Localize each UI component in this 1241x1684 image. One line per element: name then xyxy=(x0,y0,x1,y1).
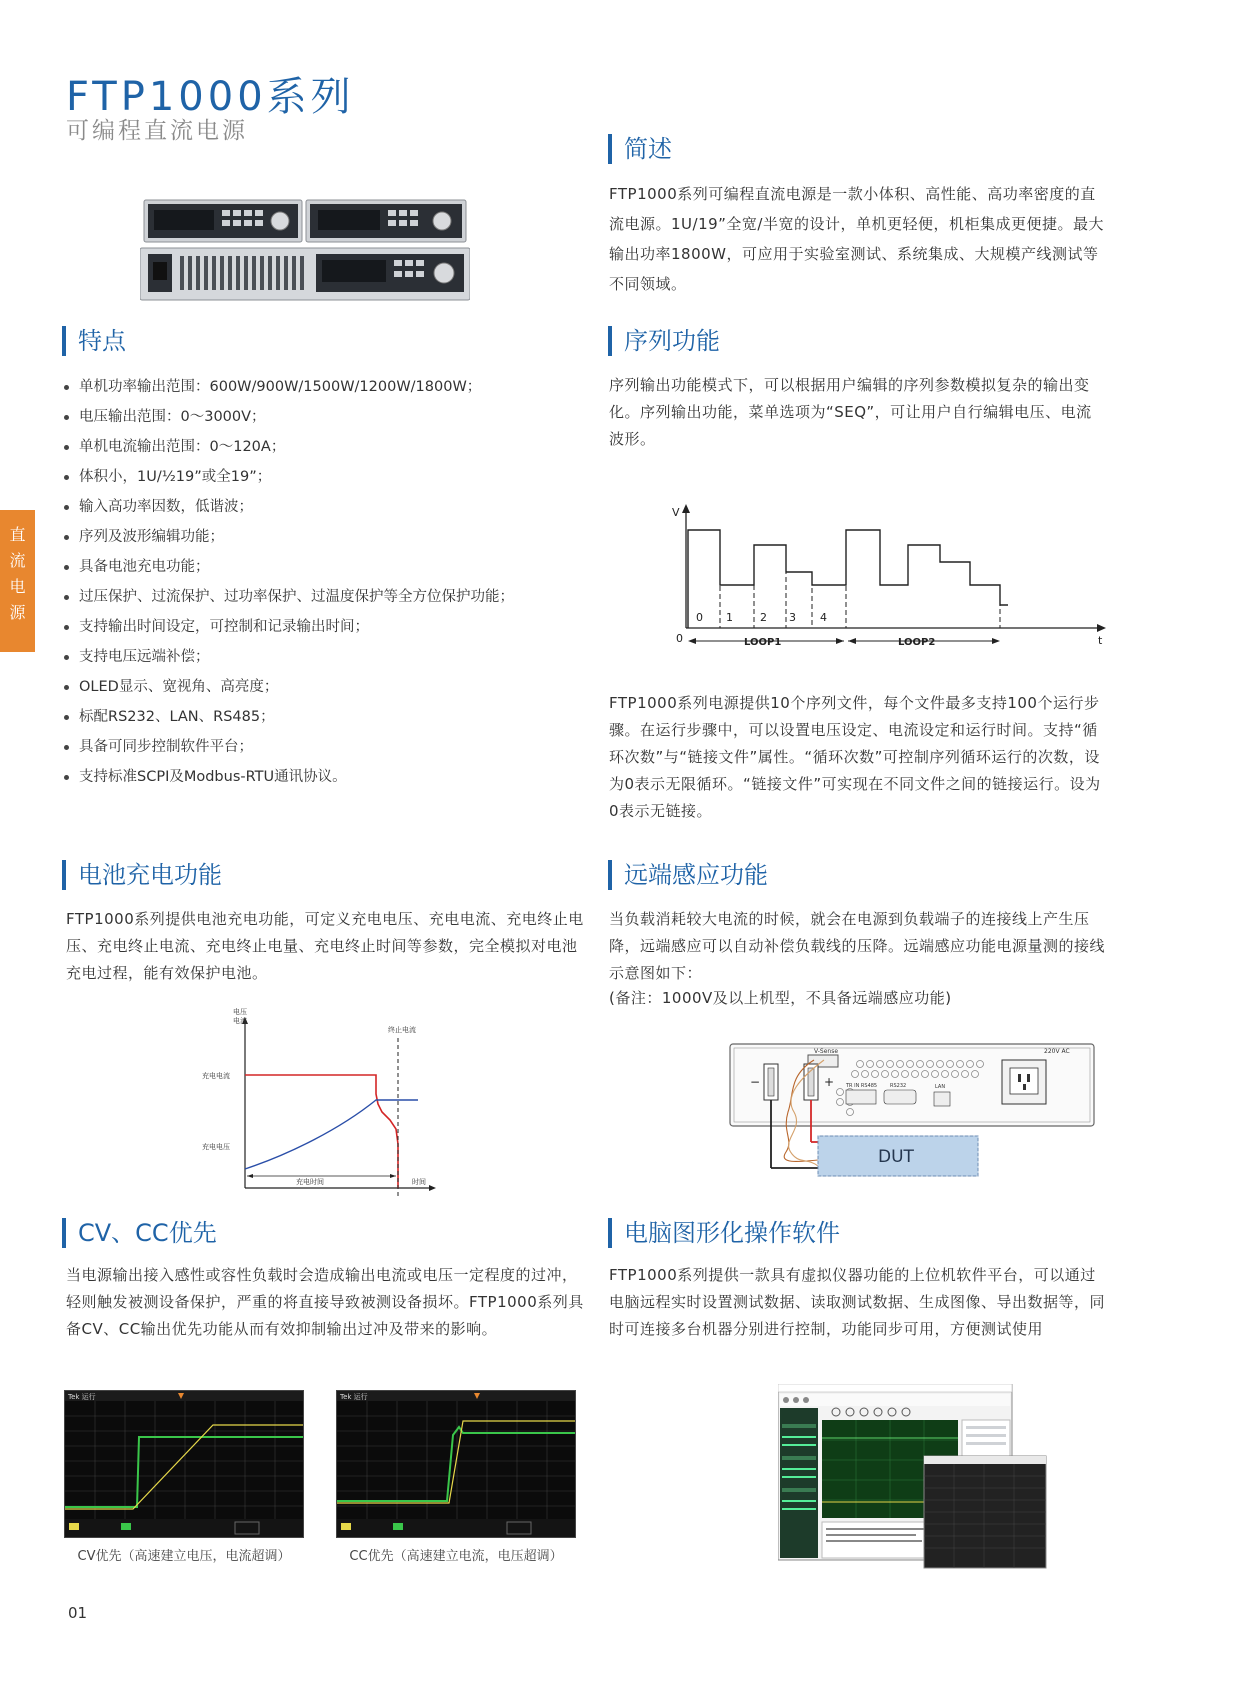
page-title: FTP1000系列 xyxy=(66,74,355,120)
ac-label: 220V AC xyxy=(1044,1048,1070,1055)
feature-item: 体积小，1U/½19”或全19”； xyxy=(62,462,514,492)
feature-item: 支持电压远端补偿； xyxy=(62,642,514,672)
sequence-intro: 序列输出功能模式下，可以根据用户编辑的序列参数模拟复杂的输出变化。序列输出功能，菜单选项为“SEQ”，可让用户自行编辑电压、电流波形。 xyxy=(609,376,1092,448)
page-number: 01 xyxy=(68,1604,88,1622)
software-heading: 电脑图形化操作软件 xyxy=(608,1218,840,1248)
feature-item: 单机电流输出范围：0～120A； xyxy=(62,432,514,462)
product-image xyxy=(140,196,470,302)
scope-cc-screen xyxy=(336,1390,576,1538)
rs232-label: RS232 xyxy=(890,1083,907,1089)
remote-diagram xyxy=(728,1040,1098,1202)
feature-item: 标配RS232、LAN、RS485； xyxy=(62,702,514,732)
side-tab-char: 流 xyxy=(9,551,26,570)
step-label: 0 xyxy=(696,611,703,624)
caption-cc: CC优先（高速建立电流，电压超调） xyxy=(349,1549,563,1564)
battery-chart xyxy=(200,1004,450,1198)
feature-item: 电压输出范围：0～3000V； xyxy=(62,402,514,432)
overview-text: FTP1000系列可编程直流电源是一款小体积、高性能、高功率密度的直流电源。1U/19”全宽/半宽的设计，单机更轻便，机柜集成更便捷。最大输出功率1800W，可应用于实验室测试、系统集成、大规模产线测试等不同领域。 xyxy=(609,185,1104,293)
overview-heading: 简述 xyxy=(608,134,672,164)
scope-tag: Tek 运行 xyxy=(340,1393,368,1401)
side-tab-char: 直 xyxy=(9,525,26,544)
step-label: 1 xyxy=(726,611,733,624)
vsense-label: V-Sense xyxy=(814,1048,839,1055)
feature-item: 单机功率输出范围：600W/900W/1500W/1200W/1800W； xyxy=(62,372,514,402)
remote-heading: 远端感应功能 xyxy=(608,860,768,890)
features-heading: 特点 xyxy=(62,326,126,356)
ports-label: TR IN RS485 xyxy=(846,1083,878,1089)
dut-label: DUT xyxy=(878,1147,914,1167)
charge-voltage-label: 充电电压 xyxy=(202,1143,230,1151)
side-tab-char: 电 xyxy=(9,577,26,596)
cvcc-heading: CV、CC优先 xyxy=(62,1218,217,1248)
minus-terminal: − xyxy=(750,1075,761,1089)
plus-terminal: + xyxy=(824,1075,835,1089)
step-label: 4 xyxy=(820,611,827,624)
software-screenshot xyxy=(778,1384,1048,1570)
y-label: 电压 xyxy=(233,1008,247,1016)
features-list xyxy=(62,372,514,792)
origin-label: 0 xyxy=(676,632,683,645)
scope-cv-screen xyxy=(64,1390,304,1538)
feature-item: OLED显示、宽视角、高亮度； xyxy=(62,672,514,702)
feature-item: 支持标准SCPI及Modbus-RTU通讯协议。 xyxy=(62,762,514,792)
step-label: 2 xyxy=(760,611,767,624)
side-tab xyxy=(0,510,35,652)
stop-current-label: 终止电流 xyxy=(388,1026,416,1034)
sequence-heading: 序列功能 xyxy=(608,326,720,356)
feature-item: 具备可同步控制软件平台； xyxy=(62,732,514,762)
charge-time-label: 充电时间 xyxy=(296,1178,324,1186)
lan-label: LAN xyxy=(935,1084,946,1090)
loop2-label: LOOP2 xyxy=(898,637,936,648)
sequence-detail: FTP1000系列电源提供10个序列文件，每个文件最多支持100个运行步骤。在运行步骤中，可以设置电压设定、电流设定和运行时间。支持“循环次数”与“链接文件”属性。“循环次数”可控制序列循环运行的次数，设为0表示无限循环。“链接文件”可实现在不同文件之间的链接运行。设为0表示无链接。 xyxy=(609,694,1101,820)
battery-text: FTP1000系列提供电池充电功能，可定义充电电压、充电电流、充电终止电压、充电终止电流、充电终止电量、充电终止时间等参数，完全模拟对电池充电过程，能有效保护电池。 xyxy=(66,910,584,982)
loop1-label: LOOP1 xyxy=(744,637,782,648)
feature-item: 输入高功率因数，低谐波； xyxy=(62,492,514,522)
step-label: 3 xyxy=(789,611,796,624)
time-label: 时间 xyxy=(412,1178,426,1186)
sequence-diagram xyxy=(668,500,1108,650)
page-subtitle: 可编程直流电源 xyxy=(66,118,248,144)
remote-text: 当负载消耗较大电流的时候，就会在电源到负载端子的连接线上产生压降，远端感应可以自动补偿负载线的压降。远端感应功能电源量测的接线示意图如下： xyxy=(609,910,1106,982)
feature-item: 序列及波形编辑功能； xyxy=(62,522,514,552)
caption-cv: CV优先（高速建立电压，电流超调） xyxy=(77,1549,291,1564)
scope-tag: Tek 运行 xyxy=(68,1393,96,1401)
v-axis-label: V xyxy=(672,506,680,519)
software-text: FTP1000系列提供一款具有虚拟仪器功能的上位机软件平台，可以通过电脑远程实时设置测试数据、读取测试数据、生成图像、导出数据等，同时可连接多台机器分别进行控制，功能同步可用，方便测试使用 xyxy=(609,1266,1106,1338)
charge-current-label: 充电电流 xyxy=(202,1072,230,1080)
side-tab-char: 源 xyxy=(9,603,26,622)
t-axis-label: t xyxy=(1098,634,1103,647)
cvcc-text: 当电源输出接入感性或容性负载时会造成输出电流或电压一定程度的过冲，轻则触发被测设备保护，严重的将直接导致被测设备损坏。FTP1000系列具备CV、CC输出优先功能从而有效抑制输出过冲及带来的影响。 xyxy=(66,1266,584,1338)
feature-item: 具备电池充电功能； xyxy=(62,552,514,582)
feature-item: 过压保护、过流保护、过功率保护、过温度保护等全方位保护功能； xyxy=(62,582,514,612)
remote-note: (备注：1000V及以上机型，不具备远端感应功能) xyxy=(609,989,952,1007)
battery-heading: 电池充电功能 xyxy=(62,860,222,890)
y-label: 电流 xyxy=(233,1017,247,1025)
feature-item: 支持输出时间设定，可控制和记录输出时间； xyxy=(62,612,514,642)
